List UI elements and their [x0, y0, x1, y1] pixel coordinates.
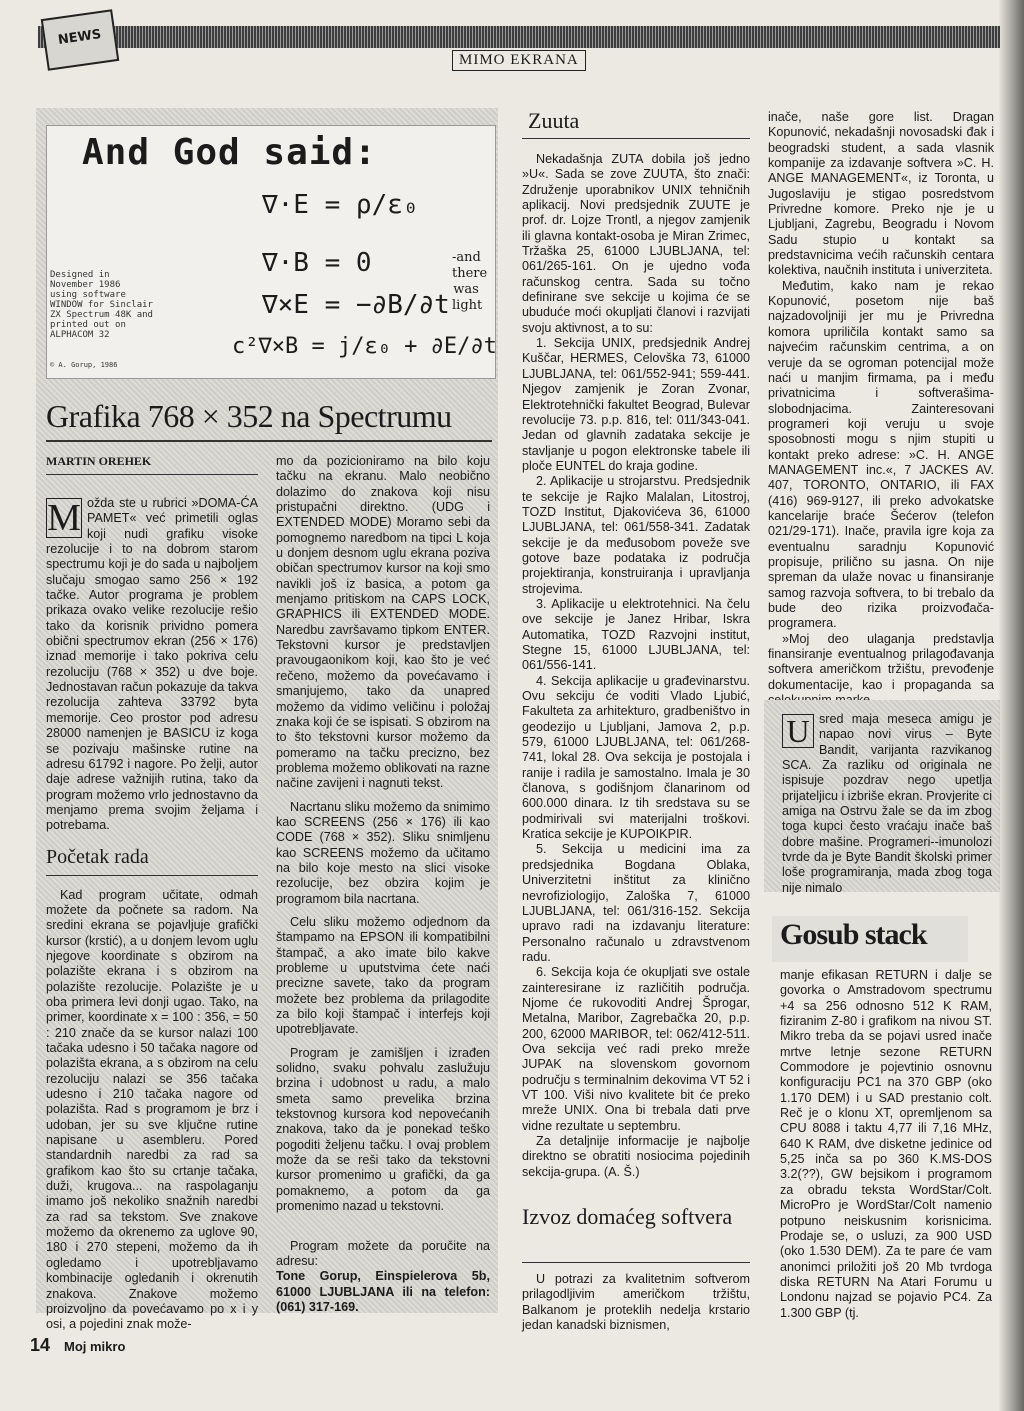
paragraph: U potrazi za kvalitetnim softverom prilagodljivim američkom tržištu, Balkanom je proteklih nedelja krstario jedan kanadski biznismen, — [522, 1272, 750, 1333]
paragraph: 3. Aplikacije u elektrotehnici. Na čelu ove sekcije je Janez Hribar, Iskra Automatika, TOZD Razvojni institut, Stegne 15, 61000 LJUBLJANA, tel: 061/556-141. — [522, 596, 750, 673]
zuuta-column — [522, 152, 750, 1180]
title-rule — [46, 440, 492, 442]
intro-paragraph: ožda ste u rubrici »DOMA-ĆA PAMET« već primetili oglas koji nudi grafiku visoke rezolucije i to na dobrom starom spectrumu koji je do sada u najboljem slučaju smogao samo 256 × 192 tačke. Autor programa je problem prikaza ovako velike rezolucije rešio tako da korisnik prividno pomera obični spectrumov ekran (256 × 176) iznad memorije i tako pokriva celu rezoluciju (768 × 352) u dve boje. Jednostavan račun pokazuje da takva rezolucija zahteva 33792 byta memorije. Ceo prostor pod adresu 28000 namenjen je BASICU iz koga se pozivaju mašinske rutine na adresu 61792 i nagore. Po želji, autor daje adrese važnijih rutina, tako da program možemo vrlo jednostavno da menjamo prema svojim željama i potrebama. — [46, 496, 258, 833]
magazine-name: Moj mikro — [64, 1339, 126, 1354]
virus-dropcap: U — [782, 714, 814, 748]
virus-box — [782, 712, 992, 896]
subhead-pocetak-rada: Početak rada — [46, 845, 149, 868]
zuuta-title: Zuuta — [528, 108, 580, 133]
header-bar — [38, 26, 1000, 48]
byline-rule — [46, 474, 258, 475]
paragraph: mo da pozicioniramo na bilo koju tačku na ekranu. Malo neobično dolazimo do znakova koji nisu pristupačni direktno. (UDG i EXTENDED MODE) Moramo sebi da pomognemo naredbom na tipci L koja u donjem desnom uglu ekrana poziva običan spectrumov kursor na koji smo navikli još iz basica, a potom ga menjamo pritiskom na CAPS LOCK, GRAPHICS ili EXTENDED MODE. Naredbu završavamo tipkom ENTER. Tekstovni kursor je predstavljen pravougaonikom koji, kao što je već rečeno, možemo da povećavamo i smanjujemo, tako da unapred možemo da vidimo veličinu i položaj znaka koji će se ispisati. S obzirom na to što tekstovni kursor možemo da pomeramo na tačku preciznо, bez problema možemo oblikovati na razne načine zavijeni i nagnuti tekst. — [276, 454, 490, 791]
paragraph: Međutim, kako nam je rekao Kopunović, posetom nije baš najzadovoljniji jer mu je Privredna komora upriličila kontakt samo sa najvećim računskim centrima, a on veruje da se ogroman potencijal može naći u manjim firmama, pa i među privatnicima i softverašima-slobodnjacima. Zainteresovani programeri koji veruju u svoje sposobnosti mogu s njim stupiti u kontakt preko adrese: »C. H. ANGE MANAGEMENT inc.«, 7 JACKES AV. 407, TORONTO, ONTARIO, ili FAX (416) 969-9127, ili preko advokatske kancelarije braće Šećerov (telefon 021/29-171). Inače, pravila igre koja za eventualnu saradnju Kopunović propisuje, prilično su jasna. On nije spreman da ulaže novac u finansiranje samog razvoja softvera, to bi trebalo da bude deo rizika proizvođača-programera. — [768, 278, 994, 631]
maxwell-equation-4: c²∇×B = j/ε₀ + ∂E/∂t — [232, 334, 497, 359]
paragraph: inače, naše gore list. Dragan Kopunović, nekadašnji novosadski đak i beogradski student, a sada vlasnik kompanije za izdavanje softvera »C. H. ANGE MANAGEMENT«, iz Toronta, u Jugoslaviju je stigao posredstvom Privredne komore. Preko nje je u Ljubljani, Zagrebu, Beogradu i Novom Sadu stupio u kontakt sa predstavnicima većih računskih centara kolektiva, naučnih instituta i univerziteta. — [768, 110, 994, 278]
izvoz-title: Izvoz domaćeg softvera — [522, 1204, 733, 1229]
gosub-text: manje efikasan RETURN i dalje se govorka o Amstradovom spectrumu +4 sa 256 odnosno 512 K RAM, fiziranim Z-80 i grafikom na nivou ST. Mikro treba da se pojavi usred inače mrtve letnje sezone RETURN Commodore je pojevtinio osnovnu konfiguraciju PC1 na 370 GBP (oko 1.170 DEM) i u SAD prestanio colt. Reč je o klonu XT, opremljenom sa CPU 8088 i taktu 4,77 ili 7,16 MHz, 640 K RAM, dve disketne jedinice od 5,25 inča sa po 360 K.MS-DOS 3.2(??), GW bejsikom i programom za obradu teksta WordStar/Colt. MicroPro je WordStar/Colt namenio potpuno neiskusnim korisnicima. Prodaje se, o usluzi, za 900 USD (oko 1.530 DEM). Za te pare će vam anonimci priložiti još 20 Mb tvrdoga diska RETURN Na Atari Forumu u Londonu najzad se pojavio PC4. Za 1.300 GBP (tj. — [780, 968, 992, 1320]
section-tag: MIMO EKRANA — [452, 50, 586, 71]
maxwell-equation-2: ∇·B = 0 — [262, 248, 372, 278]
izvoz-rule — [522, 1262, 750, 1263]
screen-title: And God said: — [82, 132, 377, 173]
main-article-column-2 — [276, 454, 490, 1315]
author-byline: MARTIN OREHEK — [46, 454, 152, 468]
screen-copyright: © A. Gorup, 1986 — [50, 361, 118, 369]
virus-text: sred maja meseca amigu je napao novi virus – Byte Bandit, varijanta razvikanog SCA. Za razliku od originala ne ispisuje pozdrav nego upetlja prijateljicu i izbriše ekran. Provjerite ci amiga na Ostrvu žale se da im zbog toga kupci često vraćaju inače baš dobre mašine. Programeri--imunolozi tvrde da je Byte Bandit školski primer loše programiranja, mada zbog toga nije nimalo — [782, 712, 992, 895]
paragraph: 6. Sekcija koja će okupljati sve ostale zainteresirane iz različitih područja. Njome će rukovoditi Andrej Šprogar, Metalna, Maribor, Zagrebačka 20, p.p. 200, 62000 MARIBOR, tel: 062/412-511. Ova sekcija već radi preko mreže JUPAK na slovenskom govornom području s terminalnim dekovima VT 52 i VT 100. Viši nivo kvalitete bit će preko mreže UNIX. Ona bi trebala dati prve vidne rezultate u septembru. — [522, 965, 750, 1133]
order-address: Tone Gorup, Einspielerova 5b, 61000 LJUBLJANA ili na telefon: (061) 317-169. — [276, 1269, 490, 1314]
page-number: 14 — [30, 1335, 51, 1355]
gosub-column — [780, 968, 992, 1321]
news-logo: NEWS — [41, 9, 120, 71]
paragraph: Kad program učitate, odmah možete da počnete sa radom. Na sredini ekrana se pojavljuje grafički kursor (krstić), a u donjem levom uglu njegove koordinate s obzirom na polazište ekrana i s obzirom na polazište rezolucije. Polazište je u oba primera levi donji ugao. Tako, na primer, koordinate x = 100 : 356, = 50 : 210 znače da se kursor nalazi 100 tačaka udesno i 50 tačaka nagore od polazišta ekrana, a s obzirom na celu rezoluciju nalazi se 356 tačaka udesno i 210 tačaka nagore od polazišta. Rad s programom je brz i udoban, jer su sve ključne rutine napisane u asembleru. Pored standardnih naredbi za rad sa grafikom kao što su crtanje tačaka, duži, krugova... na raspolaganju imamo još nekoliko snažnih naredbi za rad sa tekstom. Sve znakove možemo da okrenemo za uglove 90, 180 i 270 stepeni, možemo da ih ogledamo i upotrebljavamo kombinacije ogledanih i okrenutih znakova. Znakove možemo proizvoljno da povećavamo po x i y osi, a pojedini znak može- — [46, 887, 258, 1332]
paragraph: 4. Sekcija aplikacije u građevinarstvu. Ovu sekciju će voditi Vlado Ljubić, Fakulteta za arhitekturo, gradbeništvo in geodezijo u Ljubljani, Jamova 2, p.p. 579, 61000 LJUBLJANA, tel: 061/268-741, lokal 28. Ova sekcija je postojala i ranije i radila je samostalno. Imala je 30 članova, s godišnjom članarinom od 600.000 dinara. Iz tih sredstava su se podmirivali svi materijalni troškovi. Kratica sekcije je KUPOIKPIR. — [522, 673, 750, 842]
paragraph: 5. Sekcija u medicini ima za predsjednika Bogdana Oblaka, Univerzitetni inštitut za klinično nevrofiziologijo, Zaloška 7, 61000 LJUBLJANA, tel: 061/316-152. Sekcija upravo radi na izdavanju literature: Personalno računalo u zdravstvenom radu. — [522, 842, 750, 964]
paragraph: Nekadašnja ZUTA dobila još jedno »U«. Sada se zove ZUUTA, što znači: Združenje uporabnikov UNIX tehničnih aplikacij. Novi predsjednik ZUUTE je prof. dr. Lojze Trontl, a njegov zamjenik ili glavna kontakt-osoba je Miran Zrimec, Tržaška 25, 61000 LJUBLJANA, tel: 061/265-161. On je ujedno vođa računskog centra. Sada su točno definirane sve sekcije u kojima će se ubuduće moći okupljati članovi i razvijati svoju aktivnost, a to su: — [522, 152, 750, 335]
screen-side-text: -and there was light — [452, 250, 488, 313]
paragraph: Nacrtanu sliku možemo da snimimo kao SCREENS (256 × 176) ili kao CODE (768 × 352). Sliku snimljenu kao SCREENS možemo da učitamo na bilo koje mesto na slici visoke rezolucije, bez obzira kojim je programom bila nacrtana. — [276, 799, 490, 906]
page-binding-shadow — [998, 0, 1024, 1411]
maxwell-equation-3: ∇×E = −∂B/∂t — [262, 290, 450, 320]
main-article-title: Grafika 768 × 352 na Spectrumu — [46, 398, 452, 434]
gosub-title: Gosub stack — [780, 918, 927, 951]
paragraph: 2. Aplikacije u strojarstvu. Predsjednik te sekcije je Rajko Malalan, Litostroj, TOZD Institut, Djakovićeva 36, 61000 LJUBLJANA, tel: 061/558-341. Zadatak sekcije je da međusobom poveže sve gotove baze podataka iz područja projektiranja, konstruiranja i upravljanja strojevima. — [522, 474, 750, 596]
paragraph: 1. Sekcija UNIX, predsjednik Andrej Kuščar, HERMES, Celovška 73, 61000 LJUBLJANA, tel: 061/552-941; 559-441. Njegov zamjenik je Zoran Zvonar, Elektrotehnički fakultet Beograd, Bulevar revolucije 73. p.p. 816, tel: 011/343-041. Jedan od glavnih zadataka sekcije je stavljanje u pogon elektronske tabele ili ploče EUNTEL do kraja godine. — [522, 336, 750, 473]
paragraph: Celu sliku možemo odjednom da štampamo na EPSON ili kompatibilni štampač, a ako imate bilo kakve probleme u uputstvima ćete naći precizne savete, tako da program možete bez problema da prilagodite za bilo koji štampač i interfejs koji upotrebljavate. — [276, 914, 490, 1037]
right-column-continuation — [768, 110, 994, 708]
maxwell-equation-1: ∇·E = ρ/ε₀ — [262, 190, 419, 220]
paragraph: Za detaljnije informacije je najbolje direktno se obratiti nosiocima pojedinih sekcija-grupa. (A. Š.) — [522, 1134, 750, 1179]
paragraph: Program je zamišljen i izrađen solidno, svaku pohvalu zaslužuju brzina i udobnost u radu, a malo smeta samo prevelika brzina tekstovnog kursora kod nepovećanih znakova, tako da je ponekad teško pogoditi željenu tačku. I ovaj problem može da se reši tako da tekstovni kursor promenimo u grafički, da ga pomaknemo, a potom da ga promenimo nazad u tekstovni. — [276, 1045, 490, 1214]
screen-credits: Designed in November 1986 using software WINDOW for Sinclair ZX Spectrum 48K and printed out on ALPHACOM 32 — [50, 270, 153, 340]
izvoz-column — [522, 1272, 750, 1333]
paragraph: »Moj deo ulaganja predstavlja finansiranje eventualnog prilagođavanja softvera američkom tržištu, prevođenje dokumentacije, kao i propaganda sa — [768, 631, 994, 692]
dropcap: M — [47, 497, 81, 539]
subhead-rule — [46, 875, 258, 876]
zuuta-rule — [522, 138, 750, 139]
order-intro: Program možete da poručite na adresu: — [276, 1238, 490, 1268]
main-article-column-1 — [46, 496, 258, 1333]
